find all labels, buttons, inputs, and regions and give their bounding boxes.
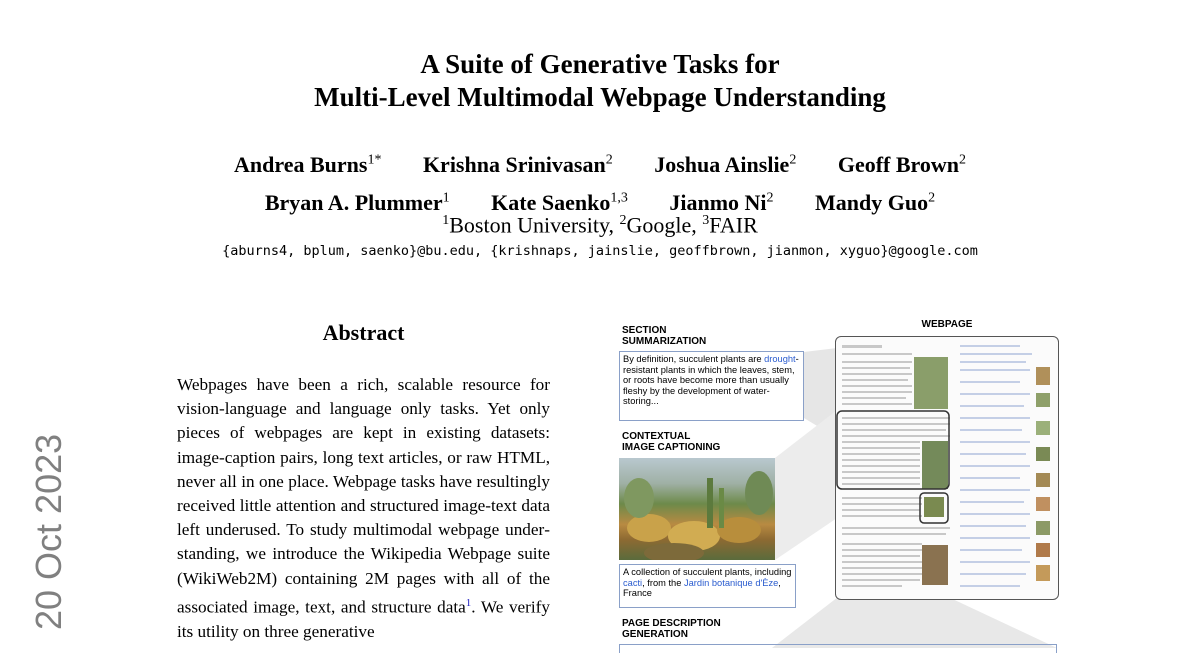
author-row-1 (0, 144, 1200, 181)
author: Mandy Guo$^2$ (815, 189, 936, 215)
webpage-thumbnail (835, 336, 1059, 600)
page-description-label: PAGE DESCRIPTION GENERATION (622, 618, 721, 640)
author-emails: {aburns4, bplum, saenko}@bu.edu, {krishnaps, jainslie, geoffbrown, jianmon, xyguo}@google.com (222, 243, 978, 259)
contextual-captioning-label: CONTEXTUAL IMAGE CAPTIONING (622, 431, 721, 453)
link-jardin-botanique[interactable]: Jardin botanique d'Èze (683, 577, 779, 588)
author: Jianmo Ni$^2$ (669, 189, 774, 215)
abstract-heading: Abstract (322, 320, 405, 345)
arxiv-date-stamp: 20 Oct 2023 (28, 433, 69, 630)
link-cacti[interactable]: cacti (623, 577, 643, 588)
author: Bryan A. Plummer$^1$ (264, 189, 450, 215)
section-summarization-label: SECTION SUMMARIZATION (622, 325, 707, 347)
title-line-1: A Suite of Generative Tasks for (420, 49, 780, 79)
author: Geoff Brown$^2$ (837, 152, 967, 178)
section-summary-box: By definition, succulent plants are drought-resistant plants in which the leaves, stem, or roots have become more than usually fleshy by the development of water-storing... (619, 351, 804, 421)
author: Andrea Burns$^{1*}$ (233, 152, 382, 178)
author: Joshua Ainslie$^2$ (654, 152, 797, 178)
footnote-link[interactable]: 1 (465, 596, 472, 609)
author: Krishna Srinivasan$^2$ (422, 152, 613, 178)
abstract-text: Webpages have been a rich, scalable resource for vision-language and language only tasks. Yet only pieces of webpages are kept in existing datasets: image-caption pairs, long text articles, or raw HTML, never all in one place. Webpage tasks have resultingly received little attention and structured image-text data left underused. To study multimodal webpage understanding, we introduce the Wikipedia Webpage suite (WikiWeb2M) containing 2M pages with all of the associated image, text, and structure data$^1$. We verify its utility on three generative (177, 375, 550, 641)
webpage-content-lines (836, 337, 1058, 599)
author: Kate Saenko$^{1,3}$ (491, 189, 628, 215)
succulent-garden-photo (619, 458, 775, 560)
link-drought[interactable]: drought (764, 354, 796, 364)
paper-title (0, 48, 1200, 114)
title-line-2: Multi-Level Multimodal Webpage Understanding (314, 82, 886, 112)
webpage-label: WEBPAGE (921, 319, 973, 330)
page-description-box (619, 644, 1057, 653)
image-caption-box: A collection of succulent plants, including cacti, from the Jardin botanique d'Èze, France (619, 564, 796, 608)
affiliations: $^1$Boston University, $^2$Google, $^3$FAIR (442, 212, 758, 238)
teaser-figure (612, 318, 1062, 648)
